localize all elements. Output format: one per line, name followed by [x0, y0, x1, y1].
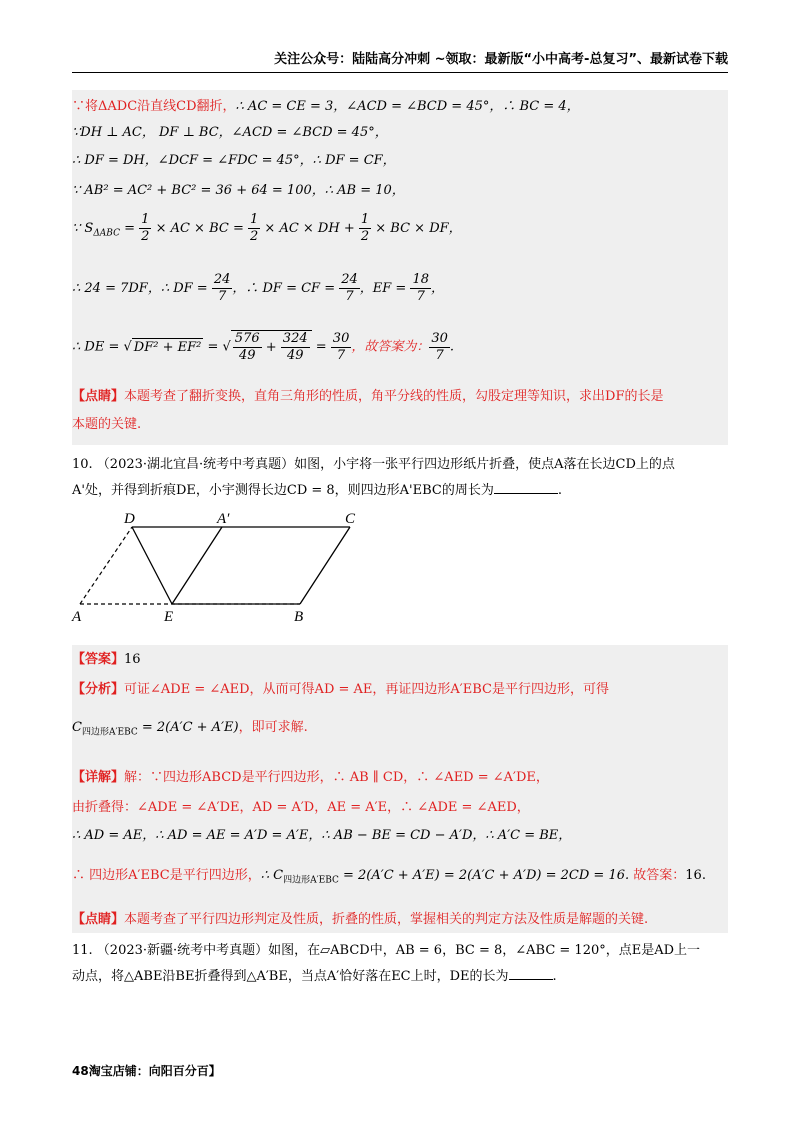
- page-header: 关注公众号：陆陆高分冲刺 ~领取：最新版“小中高考-总复习”、最新试卷下载: [274, 52, 728, 67]
- label-Aprime: A′: [217, 511, 230, 527]
- label-E: E: [164, 609, 174, 625]
- frac-18-7: $\frac{18}{7}$: [412, 272, 429, 304]
- answer-value: 16: [124, 652, 141, 667]
- page-footer: 48淘宝店铺：向阳百分百】: [72, 1064, 221, 1078]
- label-C: C: [345, 511, 356, 527]
- sol9-text: =: [203, 339, 223, 355]
- hint-text: 本题考查了翻折变换，直角三角形的性质，角平分线的性质，勾股定理等知识，求出DF的长是: [124, 389, 664, 404]
- answer-blank: [509, 965, 553, 980]
- answer-blank: [494, 479, 558, 494]
- radical: DF² + EF²: [133, 339, 202, 355]
- sol9-text: × AC × DH +: [260, 221, 359, 236]
- ans10-answer: 【答案】16: [72, 652, 141, 667]
- ans10-detail-1: 【详解】解：∵四边形ABCD是平行四边形，∴ AB ∥ CD，∴ ∠AED = ∠A′DE，: [72, 770, 549, 785]
- frac-30-7: $\frac{30}{7}$: [332, 330, 350, 363]
- ans10-detail-3: ∴ AD = AE，∴ AD = AE = A′D = A′E，∴ AB − BE = CD − A′D，∴ A′C = BE，: [72, 828, 572, 843]
- sol9-line1: [72, 98, 580, 116]
- sol9-text: ，: [431, 281, 445, 296]
- ans10-analysis-1: 【分析】可证∠ADE = ∠AED，从而可得AD = AE，再证四边形A′EBC是平行四边形，可得: [72, 682, 609, 697]
- q10-line2: A'处，并得到折痕DE，小宇测得长边CD = 8，则四边形A'EBC的周长为 .: [72, 478, 728, 504]
- frac-24-7: $\frac{24}{7}$: [213, 272, 231, 304]
- ans10-detail-2: 由折叠得：∠ADE = ∠A′DE，AD = A′D，AE = A′E，∴ ∠ADE = ∠AED，: [72, 800, 530, 815]
- answer-10-block: [72, 645, 728, 933]
- frac-24-7: $\frac{24}{7}$: [341, 272, 358, 304]
- parallelogram-figure: [60, 505, 380, 630]
- sol9-line4: ∵ AB² = AC² + BC² = 36 + 64 = 100，∴ AB = 10，: [72, 183, 405, 198]
- sol9-line6: [72, 272, 444, 305]
- frac-half: $\frac{1}{2}$: [141, 212, 150, 244]
- sol9-line5: [72, 212, 462, 245]
- sol9-text: ∵ S: [72, 221, 94, 236]
- frac-half: $\frac{1}{2}$: [360, 212, 370, 244]
- sol9-line7: ∴ DE = √ DF² + EF² = √ $\frac{576}{49}$ + $\frac{324}{49}$ = $\frac{30}{7}$ ，故答案为： $\frac{30}{7}$ .: [72, 330, 455, 363]
- sol9-text: × BC × DF，: [371, 221, 462, 236]
- sol9-sub: ΔABC: [93, 228, 120, 239]
- edge-CB: [300, 527, 350, 604]
- radical-fracs: $\frac{576}{49}$ + $\frac{324}{49}$: [231, 330, 312, 364]
- sol9-line2: ∵DH ⊥ AC， DF ⊥ BC，∠ACD = ∠BCD = 45°，: [72, 125, 388, 140]
- ans10-detail-4: ∴ 四边形A′EBC是平行四边形，∴ $C_{四边形A'EBC} = 2(A'C + A'E) = 2(A'C + A'D) = 2CD = 16$. 故答案：16.: [72, 868, 706, 886]
- q11-line2: 动点，将△ABE沿BE折叠得到△A′BE，当点A′恰好落在EC上时，DE的长为 .: [72, 964, 728, 990]
- sol9-text: ，∴ DF = CF =: [232, 281, 340, 296]
- ans10-analysis-2: $C_{四边形A'EBC} = 2(A'C + A'E)$，即可求解.: [72, 720, 308, 738]
- question-11: [72, 938, 728, 990]
- hint9-line2: 本题的关键.: [72, 417, 142, 432]
- sol9-text: ∵将ΔADC沿直线CD翻折，: [72, 99, 236, 114]
- sol9-line3: ∴ DF = DH，∠DCF = ∠FDC = 45°，∴ DF = CF，: [72, 153, 396, 168]
- ans10-hint: 【点睛】本题考查了平行四边形判定及性质，折叠的性质，掌握相关的判定方法及性质是解题的关键.: [72, 912, 649, 927]
- edge-DE: [132, 527, 172, 604]
- hint9: [72, 388, 728, 406]
- edge-ApE: [172, 527, 222, 604]
- frac-half: $\frac{1}{2}$: [250, 212, 259, 244]
- sol9-text: × AC × BC =: [151, 221, 248, 236]
- solution-9-block: [72, 90, 728, 445]
- sol9-text: ∴ DE =: [72, 339, 124, 355]
- sol9-text: ，EF =: [359, 281, 411, 296]
- frac-30-7: $\frac{30}{7}$: [431, 330, 448, 363]
- sol9-text: .: [449, 339, 455, 355]
- sol9-text: ∴ 24 = 7DF，∴ DF =: [72, 281, 212, 296]
- label-B: B: [294, 609, 304, 625]
- sol9-text: =: [311, 339, 331, 355]
- question-10: [72, 452, 728, 504]
- hint-label: 【点睛】: [72, 389, 125, 404]
- sol9-text: =: [119, 221, 140, 236]
- label-D: D: [124, 511, 135, 527]
- q10-line1: 10. （2023·湖北宜昌·统考中考真题）如图，小宇将一张平行四边形纸片折叠，使点A落在长边CD上的点: [72, 457, 675, 472]
- edge-AD-dashed: [80, 527, 132, 604]
- sol9-answer-label: ，故答案为：: [351, 339, 430, 355]
- sol9-text: ∴ AC = CE = 3，∠ACD = ∠BCD = 45°，∴ BC = 4，: [235, 99, 580, 114]
- q11-line1: 11. （2023·新疆·统考中考真题）如图，在▱ABCD中，AB = 6，BC = 8，∠ABC = 120°，点E是AD上一: [72, 943, 701, 958]
- label-A: A: [72, 609, 82, 625]
- header-rule: [72, 72, 728, 73]
